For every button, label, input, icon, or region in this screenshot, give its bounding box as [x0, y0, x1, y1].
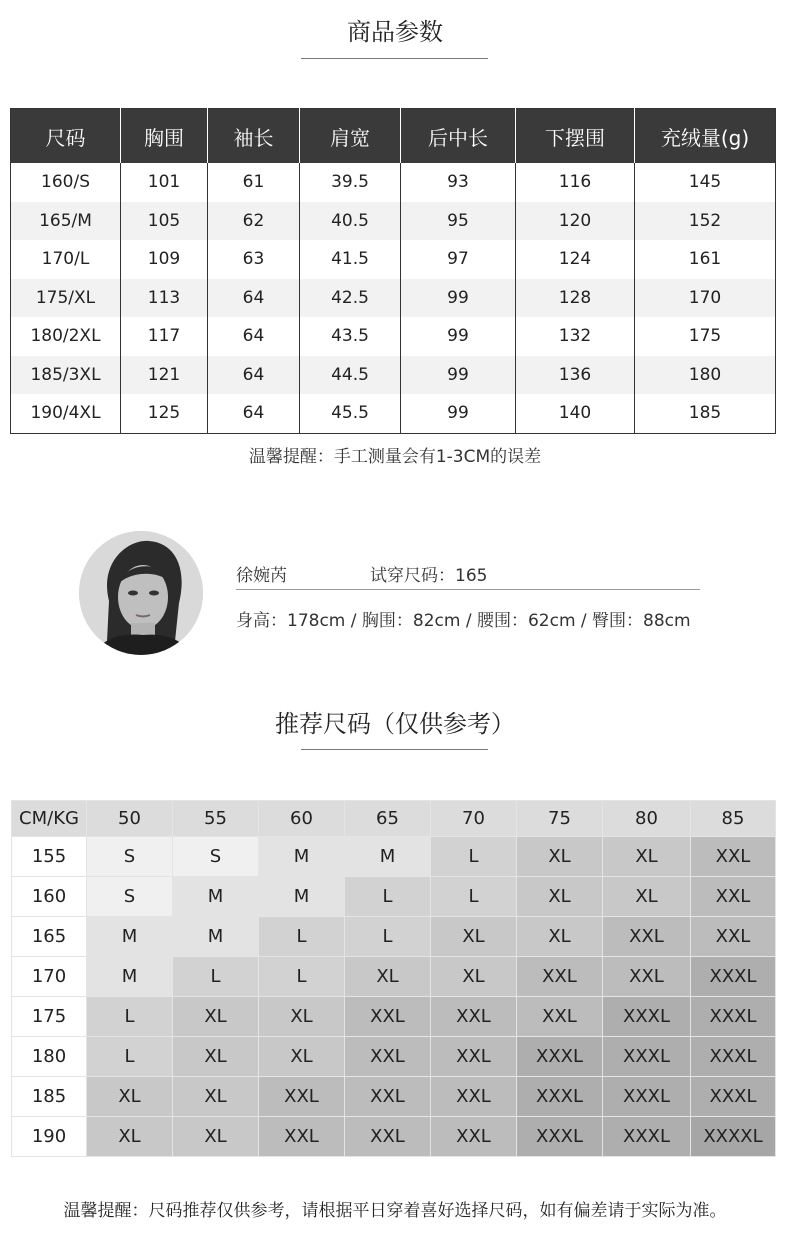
- weight-header: 70: [431, 801, 517, 837]
- height-label: 185: [12, 1077, 87, 1117]
- size-cell: XXXL: [603, 1077, 691, 1117]
- table-cell: 62: [208, 202, 300, 241]
- size-cell: L: [345, 877, 431, 917]
- size-recommendation-table: [11, 800, 776, 1157]
- size-cell: XL: [173, 1077, 259, 1117]
- height-label: 180: [12, 1037, 87, 1077]
- size-cell: XXL: [691, 837, 776, 877]
- column-header: 后中长: [401, 109, 516, 164]
- size-cell: XL: [173, 1117, 259, 1157]
- table-cell: 45.5: [300, 394, 401, 433]
- table-cell: 124: [516, 240, 635, 279]
- table-cell: 145: [635, 163, 776, 202]
- table-cell: 109: [121, 240, 208, 279]
- column-header: 袖长: [208, 109, 300, 164]
- size-cell: XXXL: [517, 1037, 603, 1077]
- table-cell: 99: [401, 317, 516, 356]
- size-cell: XXXXL: [691, 1117, 776, 1157]
- table-cell: 95: [401, 202, 516, 241]
- table-cell: 121: [121, 356, 208, 395]
- table-cell: 170/L: [41, 249, 90, 270]
- height-label: 190: [12, 1117, 87, 1157]
- size-cell: XL: [87, 1117, 173, 1157]
- table-cell: 165/M: [11, 202, 121, 241]
- size-cell: L: [431, 837, 517, 877]
- table-cell: 42.5: [300, 279, 401, 318]
- recommendation-note: 温馨提醒：尺码推荐仅供参考，请根据平日穿着喜好选择尺码，如有偏差请于实际为准。: [63, 1201, 727, 1221]
- weight-header: 85: [691, 801, 776, 837]
- size-cell: XXXL: [691, 1077, 776, 1117]
- table-cell: 39.5: [300, 163, 401, 202]
- table-cell: 170: [635, 279, 776, 318]
- size-cell: XXL: [345, 1077, 431, 1117]
- size-cell: XXL: [431, 1037, 517, 1077]
- size-cell: L: [431, 877, 517, 917]
- size-cell: XXXL: [517, 1077, 603, 1117]
- table-row: [12, 837, 776, 877]
- size-cell: L: [87, 997, 173, 1037]
- table-row: [11, 163, 776, 202]
- model-divider: [236, 589, 700, 590]
- size-recommendation-body: [12, 837, 776, 1157]
- size-cell: XL: [431, 957, 517, 997]
- table-cell: 136: [516, 356, 635, 395]
- table-header-row: [11, 109, 776, 164]
- size-cell: XXL: [259, 1117, 345, 1157]
- table-cell: 160/S: [41, 172, 90, 193]
- product-params-title: 商品参数: [347, 18, 443, 46]
- table-cell: 40.5: [300, 202, 401, 241]
- size-cell: M: [87, 957, 173, 997]
- size-cell: XXL: [603, 957, 691, 997]
- model-name: 徐婉芮: [236, 566, 287, 586]
- column-header: 胸围: [121, 109, 208, 164]
- table-cell: 41.5: [300, 240, 401, 279]
- model-trial-size: 试穿尺码：165: [370, 566, 488, 586]
- size-cell: XXL: [691, 877, 776, 917]
- size-cell: XXXL: [691, 957, 776, 997]
- table-cell: 180/2XL: [30, 326, 101, 347]
- model-avatar: [79, 531, 203, 655]
- height-label: 165: [12, 917, 87, 957]
- measurement-note: 温馨提醒：手工测量会有1-3CM的误差: [248, 447, 542, 467]
- size-cell: M: [173, 917, 259, 957]
- table-cell: 64: [208, 317, 300, 356]
- table-cell: 44.5: [300, 356, 401, 395]
- size-cell: XXL: [431, 997, 517, 1037]
- table-cell: 63: [208, 240, 300, 279]
- size-cell: M: [259, 837, 345, 877]
- column-header: 充绒量(g): [635, 109, 776, 164]
- table-cell: 99: [401, 394, 516, 433]
- table-cell: 97: [401, 240, 516, 279]
- table-row: [11, 279, 776, 318]
- table-row: [11, 394, 776, 433]
- table-cell: 185: [635, 394, 776, 433]
- size-cell: M: [173, 877, 259, 917]
- size-cell: XXL: [517, 957, 603, 997]
- recommend-title: 推荐尺码（仅供参考）: [275, 710, 515, 738]
- table-cell: 64: [208, 356, 300, 395]
- size-cell: XXL: [431, 1077, 517, 1117]
- table-cell: 161: [635, 240, 776, 279]
- table-cell: 117: [121, 317, 208, 356]
- size-cell: XXL: [431, 1117, 517, 1157]
- table-cell: 128: [516, 279, 635, 318]
- table-cell: 190/4XL: [30, 403, 101, 424]
- size-cell: M: [259, 877, 345, 917]
- table-cell: 175/XL: [11, 279, 121, 318]
- table-row: [12, 997, 776, 1037]
- size-cell: L: [259, 917, 345, 957]
- size-cell: XL: [345, 957, 431, 997]
- size-cell: XL: [259, 1037, 345, 1077]
- table-cell: 116: [516, 163, 635, 202]
- corner-label: CM/KG: [12, 801, 87, 837]
- table-cell: 101: [121, 163, 208, 202]
- weight-header: 65: [345, 801, 431, 837]
- size-cell: XXXL: [691, 1037, 776, 1077]
- weight-header: 75: [517, 801, 603, 837]
- size-cell: XL: [173, 1037, 259, 1077]
- size-spec-table: [10, 108, 776, 434]
- size-cell: XXL: [517, 997, 603, 1037]
- size-cell: L: [345, 917, 431, 957]
- table-cell: 175: [635, 317, 776, 356]
- size-cell: XXXL: [603, 1117, 691, 1157]
- table-cell: 64: [208, 394, 300, 433]
- size-cell: XXL: [345, 1117, 431, 1157]
- weight-header: 60: [259, 801, 345, 837]
- column-header: 下摆围: [516, 109, 635, 164]
- table-cell: 132: [516, 317, 635, 356]
- height-label: 160: [12, 877, 87, 917]
- table-row: [12, 1077, 776, 1117]
- size-cell: L: [173, 957, 259, 997]
- size-cell: XL: [517, 837, 603, 877]
- table-cell: 93: [401, 163, 516, 202]
- size-cell: XL: [603, 877, 691, 917]
- size-cell: XXL: [603, 917, 691, 957]
- table-cell: 99: [401, 356, 516, 395]
- title-underline: [301, 749, 488, 750]
- size-cell: XXXL: [603, 1037, 691, 1077]
- table-row: [11, 317, 776, 356]
- table-cell: 105: [121, 202, 208, 241]
- height-label: 170: [12, 957, 87, 997]
- table-row: [12, 877, 776, 917]
- table-cell: 61: [208, 163, 300, 202]
- size-cell: M: [345, 837, 431, 877]
- size-cell: XXL: [259, 1077, 345, 1117]
- size-cell: L: [87, 1037, 173, 1077]
- size-cell: XL: [517, 877, 603, 917]
- table-cell: 125: [121, 394, 208, 433]
- model-portrait-icon: [79, 531, 203, 655]
- size-cell: S: [173, 837, 259, 877]
- size-cell: XL: [87, 1077, 173, 1117]
- table-row: [12, 917, 776, 957]
- weight-header-row: [12, 801, 776, 837]
- size-spec-body: [11, 163, 776, 433]
- size-cell: XXXL: [603, 997, 691, 1037]
- table-cell: 180: [635, 356, 776, 395]
- table-cell: 140: [516, 394, 635, 433]
- table-row: [12, 1117, 776, 1157]
- height-label: 175: [12, 997, 87, 1037]
- title-underline: [301, 58, 488, 59]
- size-cell: S: [87, 877, 173, 917]
- model-measurements: 身高：178cm / 胸围：82cm / 腰围：62cm / 臀围：88cm: [236, 611, 691, 631]
- size-cell: XXXL: [691, 997, 776, 1037]
- table-cell: 64: [208, 279, 300, 318]
- size-cell: L: [259, 957, 345, 997]
- height-label: 155: [12, 837, 87, 877]
- table-row: [11, 356, 776, 395]
- table-row: [11, 202, 776, 241]
- size-cell: M: [87, 917, 173, 957]
- size-cell: XL: [431, 917, 517, 957]
- size-cell: XXL: [345, 1037, 431, 1077]
- size-cell: XL: [517, 917, 603, 957]
- weight-header: 50: [87, 801, 173, 837]
- size-cell: XXL: [691, 917, 776, 957]
- weight-header: 55: [173, 801, 259, 837]
- table-cell: 185/3XL: [11, 356, 121, 395]
- table-cell: 43.5: [300, 317, 401, 356]
- weight-header: 80: [603, 801, 691, 837]
- column-header: 肩宽: [300, 109, 401, 164]
- table-cell: 113: [121, 279, 208, 318]
- size-cell: XL: [603, 837, 691, 877]
- table-row: [12, 1037, 776, 1077]
- size-cell: XXXL: [517, 1117, 603, 1157]
- size-cell: S: [87, 837, 173, 877]
- table-cell: 99: [401, 279, 516, 318]
- size-cell: XL: [259, 997, 345, 1037]
- size-cell: XXL: [345, 997, 431, 1037]
- table-cell: 120: [516, 202, 635, 241]
- table-row: [12, 957, 776, 997]
- size-cell: XL: [173, 997, 259, 1037]
- table-row: [11, 240, 776, 279]
- column-header: 尺码: [11, 109, 121, 164]
- table-cell: 152: [635, 202, 776, 241]
